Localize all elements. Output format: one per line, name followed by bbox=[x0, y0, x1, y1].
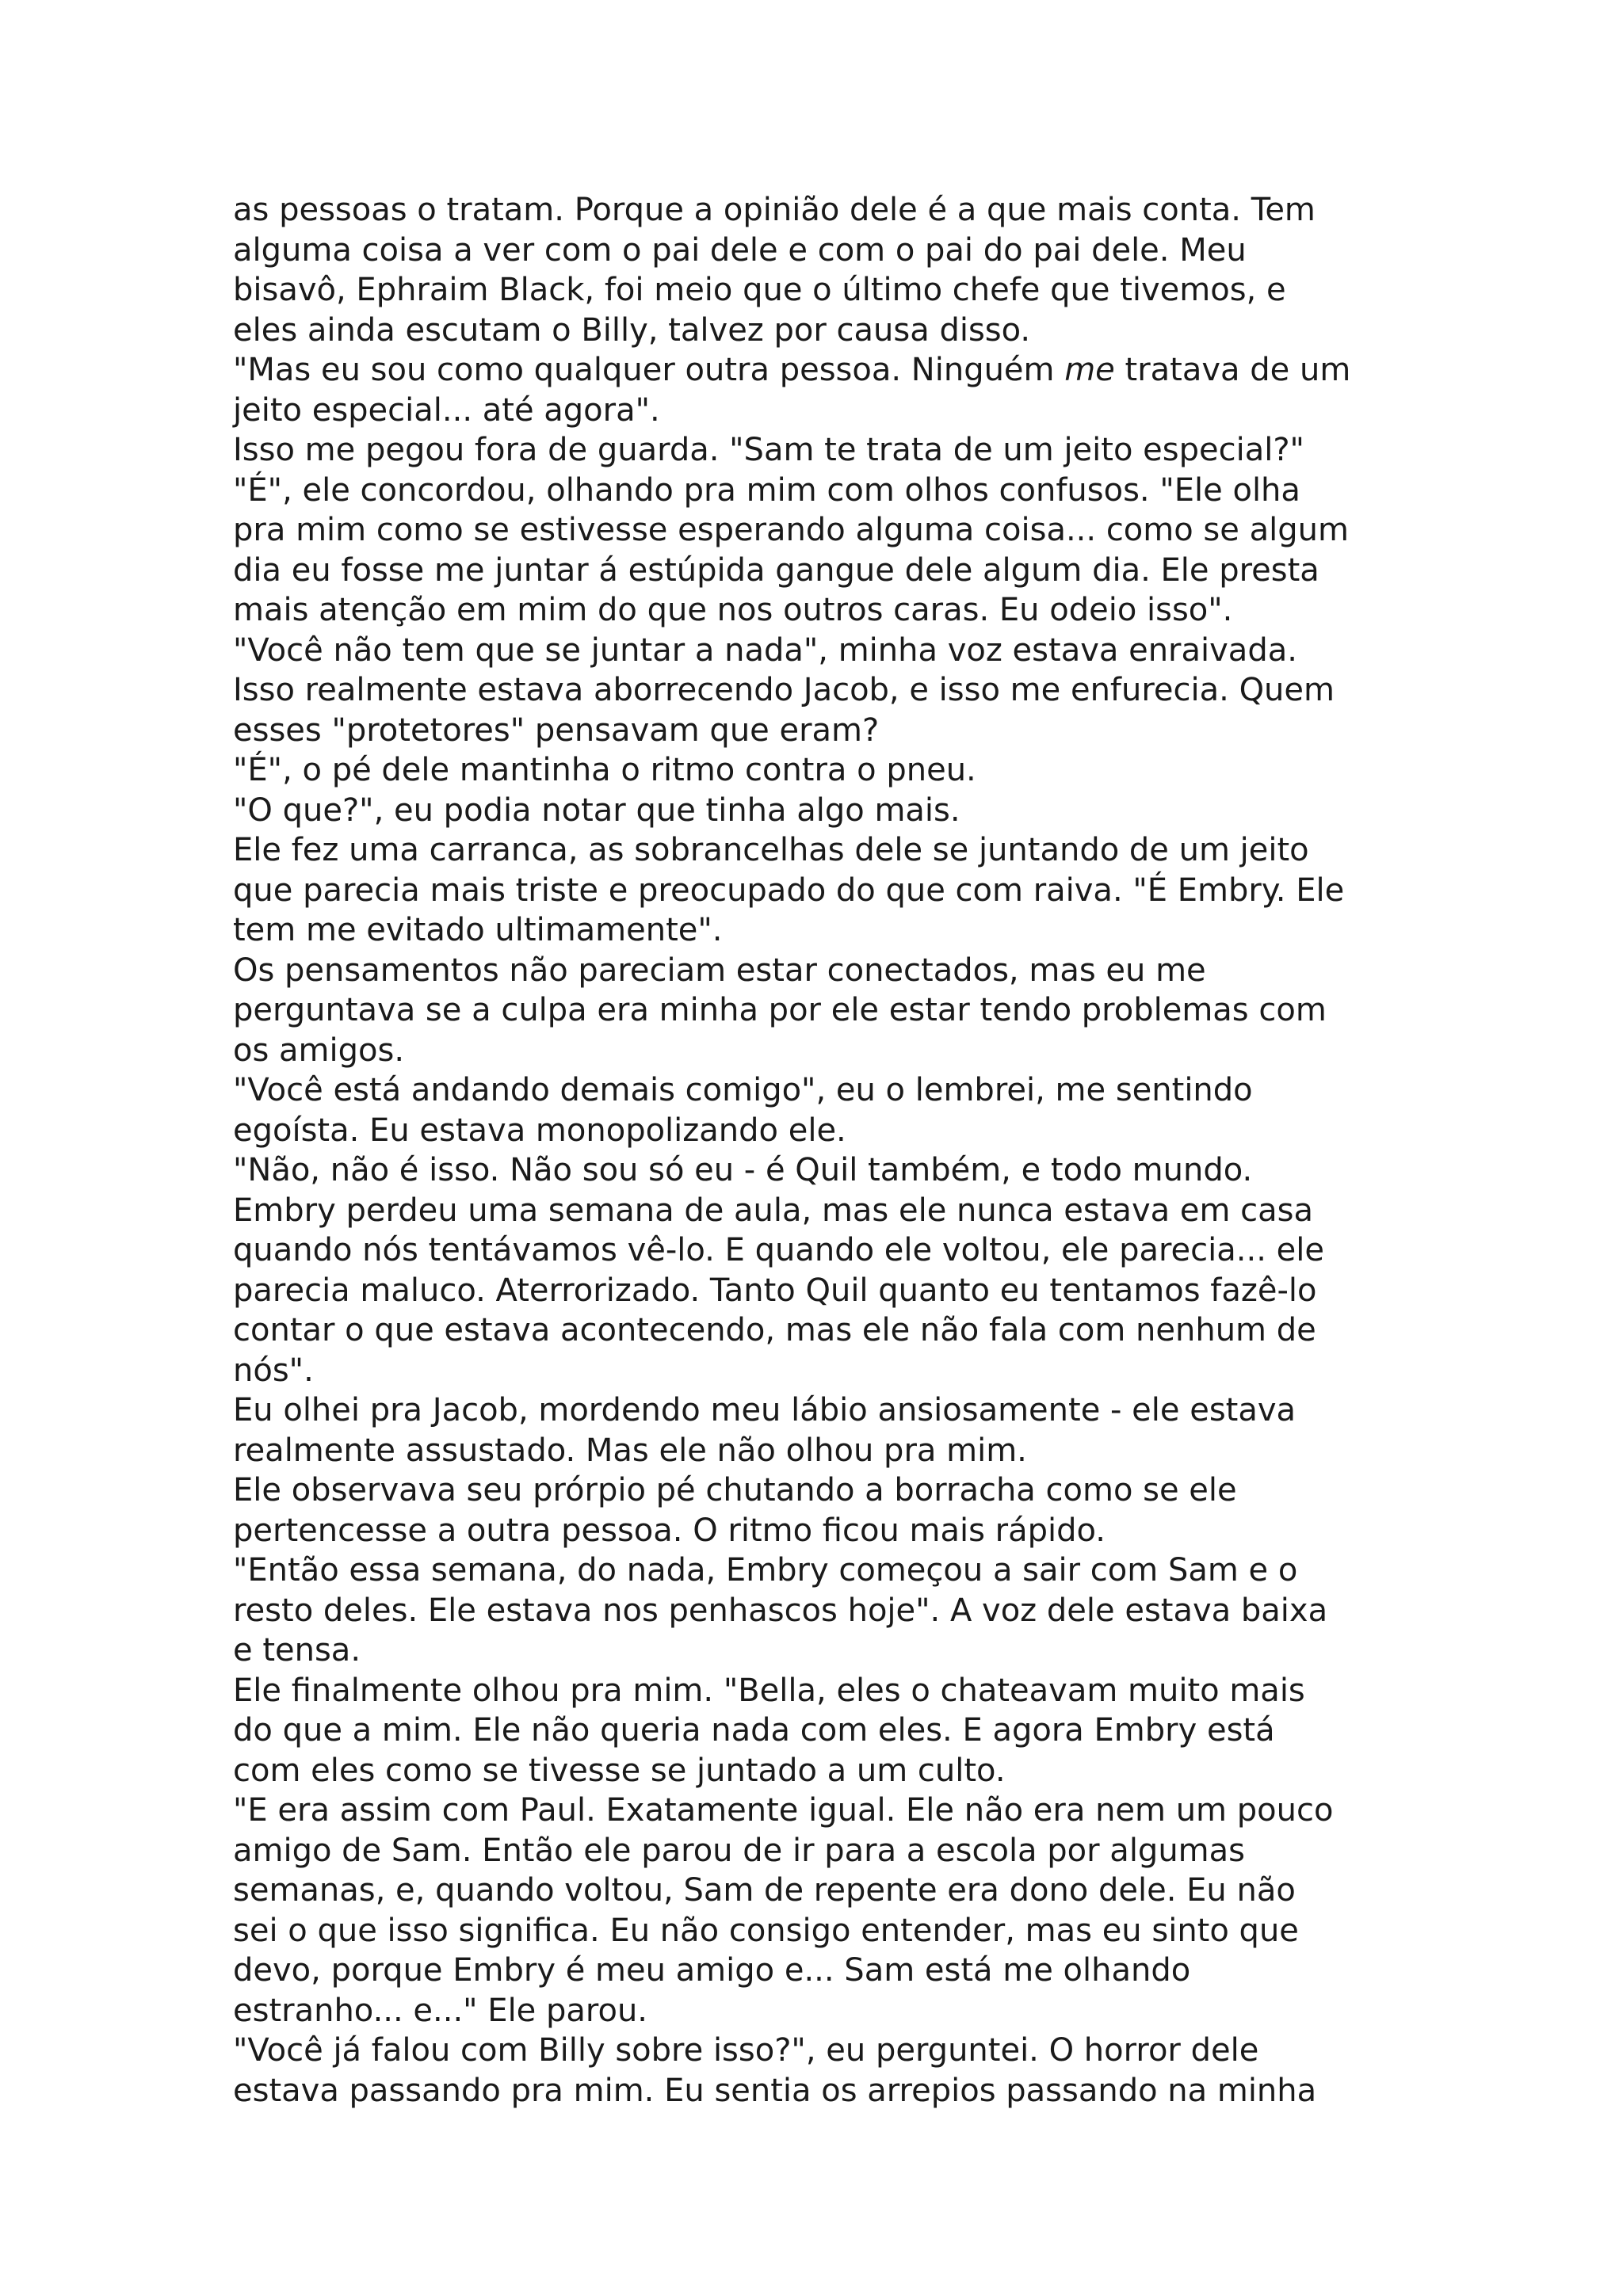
text-run: tratava de um bbox=[1114, 352, 1351, 388]
text-line: "Não, não é isso. Não sou só eu - é Quil também, e todo mundo. bbox=[233, 1152, 1253, 1188]
text-line: "Você está andando demais comigo", eu o lembrei, me sentindo bbox=[233, 1072, 1253, 1108]
text-line: Ele fez uma carranca, as sobrancelhas dele se juntando de um jeito bbox=[233, 832, 1309, 868]
text-line: os amigos. bbox=[233, 1032, 405, 1069]
text-line: com eles como se tivesse se juntado a um culto. bbox=[233, 1752, 1006, 1789]
text-line: do que a mim. Ele não queria nada com eles. E agora Embry está bbox=[233, 1712, 1275, 1749]
text-line: Eu olhei pra Jacob, mordendo meu lábio ansiosamente - ele estava bbox=[233, 1392, 1296, 1428]
text-line: "Você não tem que se juntar a nada", minha voz estava enraivada. bbox=[233, 631, 1297, 669]
text-line: Isso me pegou fora de guarda. "Sam te trata de um jeito especial?" bbox=[233, 432, 1304, 468]
text-line: Ele finalmente olhou pra mim. "Bella, eles o chateavam muito mais bbox=[233, 1672, 1305, 1709]
text-line: contar o que estava acontecendo, mas ele não fala com nenhum de bbox=[233, 1312, 1316, 1348]
text-line: realmente assustado. Mas ele não olhou pra mim. bbox=[233, 1432, 1027, 1469]
text-line: sei o que isso significa. Eu não consigo entender, mas eu sinto que bbox=[233, 1912, 1299, 1949]
text-line: parecia maluco. Aterrorizado. Tanto Quil quanto eu tentamos fazê-lo bbox=[233, 1272, 1317, 1309]
text-line: eles ainda escutam o Billy, talvez por causa disso. bbox=[233, 311, 1031, 349]
text-line: mais atenção em mim do que nos outros caras. Eu odeio isso". bbox=[233, 592, 1233, 628]
text-line: estranho... e..." Ele parou. bbox=[233, 1992, 648, 2029]
text-line: amigo de Sam. Então ele parou de ir para a escola por algumas bbox=[233, 1832, 1245, 1869]
text-line bbox=[233, 350, 1422, 391]
text-line: resto deles. Ele estava nos penhascos hoje". A voz dele estava baixa bbox=[233, 1592, 1328, 1629]
text-line: "O que?", eu podia notar que tinha algo mais. bbox=[233, 791, 960, 829]
text-line: "Então essa semana, do nada, Embry começou a sair com Sam e o bbox=[233, 1552, 1298, 1589]
text-line: e tensa. bbox=[233, 1632, 361, 1669]
text-line: alguma coisa a ver com o pai dele e com o pai do pai dele. Meu bbox=[233, 231, 1247, 269]
text-line: bisavô, Ephraim Black, foi meio que o último chefe que tivemos, e bbox=[233, 272, 1286, 308]
text-line: "É", ele concordou, olhando pra mim com olhos confusos. "Ele olha bbox=[233, 471, 1300, 509]
text-line: pra mim como se estivesse esperando alguma coisa... como se algum bbox=[233, 512, 1349, 548]
text-line: Os pensamentos não pareciam estar conectados, mas eu me bbox=[233, 952, 1206, 989]
text-line: dia eu fosse me juntar á estúpida gangue dele algum dia. Ele presta bbox=[233, 551, 1319, 589]
text-line: perguntava se a culpa era minha por ele estar tendo problemas com bbox=[233, 992, 1327, 1028]
text-line: esses "protetores" pensavam que eram? bbox=[233, 711, 880, 749]
text-line: "Você já falou com Billy sobre isso?", eu perguntei. O horror dele bbox=[233, 2032, 1259, 2069]
text-line: egoísta. Eu estava monopolizando ele. bbox=[233, 1112, 846, 1149]
text-line: "E era assim com Paul. Exatamente igual. Ele não era nem um pouco bbox=[233, 1792, 1334, 1829]
text-line: que parecia mais triste e preocupado do que com raiva. "É Embry. Ele bbox=[233, 871, 1345, 909]
emphasized-word: me bbox=[1064, 352, 1115, 388]
text-line: tem me evitado ultimamente". bbox=[233, 912, 723, 948]
text-line: nós". bbox=[233, 1352, 314, 1389]
text-line: quando nós tentávamos vê-lo. E quando ele voltou, ele parecia... ele bbox=[233, 1232, 1324, 1268]
text-line: jeito especial... até agora". bbox=[233, 391, 660, 429]
text-line: pertencesse a outra pessoa. O ritmo ficou mais rápido. bbox=[233, 1512, 1106, 1549]
text-line: estava passando pra mim. Eu sentia os arrepios passando na minha bbox=[233, 2072, 1317, 2109]
text-line: Isso realmente estava aborrecendo Jacob, e isso me enfurecia. Quem bbox=[233, 672, 1335, 708]
text-line: semanas, e, quando voltou, Sam de repente era dono dele. Eu não bbox=[233, 1872, 1296, 1909]
text-line: "É", o pé dele mantinha o ritmo contra o pneu. bbox=[233, 752, 976, 788]
text-line: Embry perdeu uma semana de aula, mas ele nunca estava em casa bbox=[233, 1192, 1313, 1229]
body-text bbox=[233, 190, 1422, 2111]
text-line: devo, porque Embry é meu amigo e... Sam está me olhando bbox=[233, 1952, 1191, 1989]
text-line: Ele observava seu prórpio pé chutando a borracha como se ele bbox=[233, 1472, 1237, 1508]
text-run: "Mas eu sou como qualquer outra pessoa. Ninguém bbox=[233, 352, 1065, 388]
text-line: as pessoas o tratam. Porque a opinião dele é a que mais conta. Tem bbox=[233, 192, 1316, 228]
